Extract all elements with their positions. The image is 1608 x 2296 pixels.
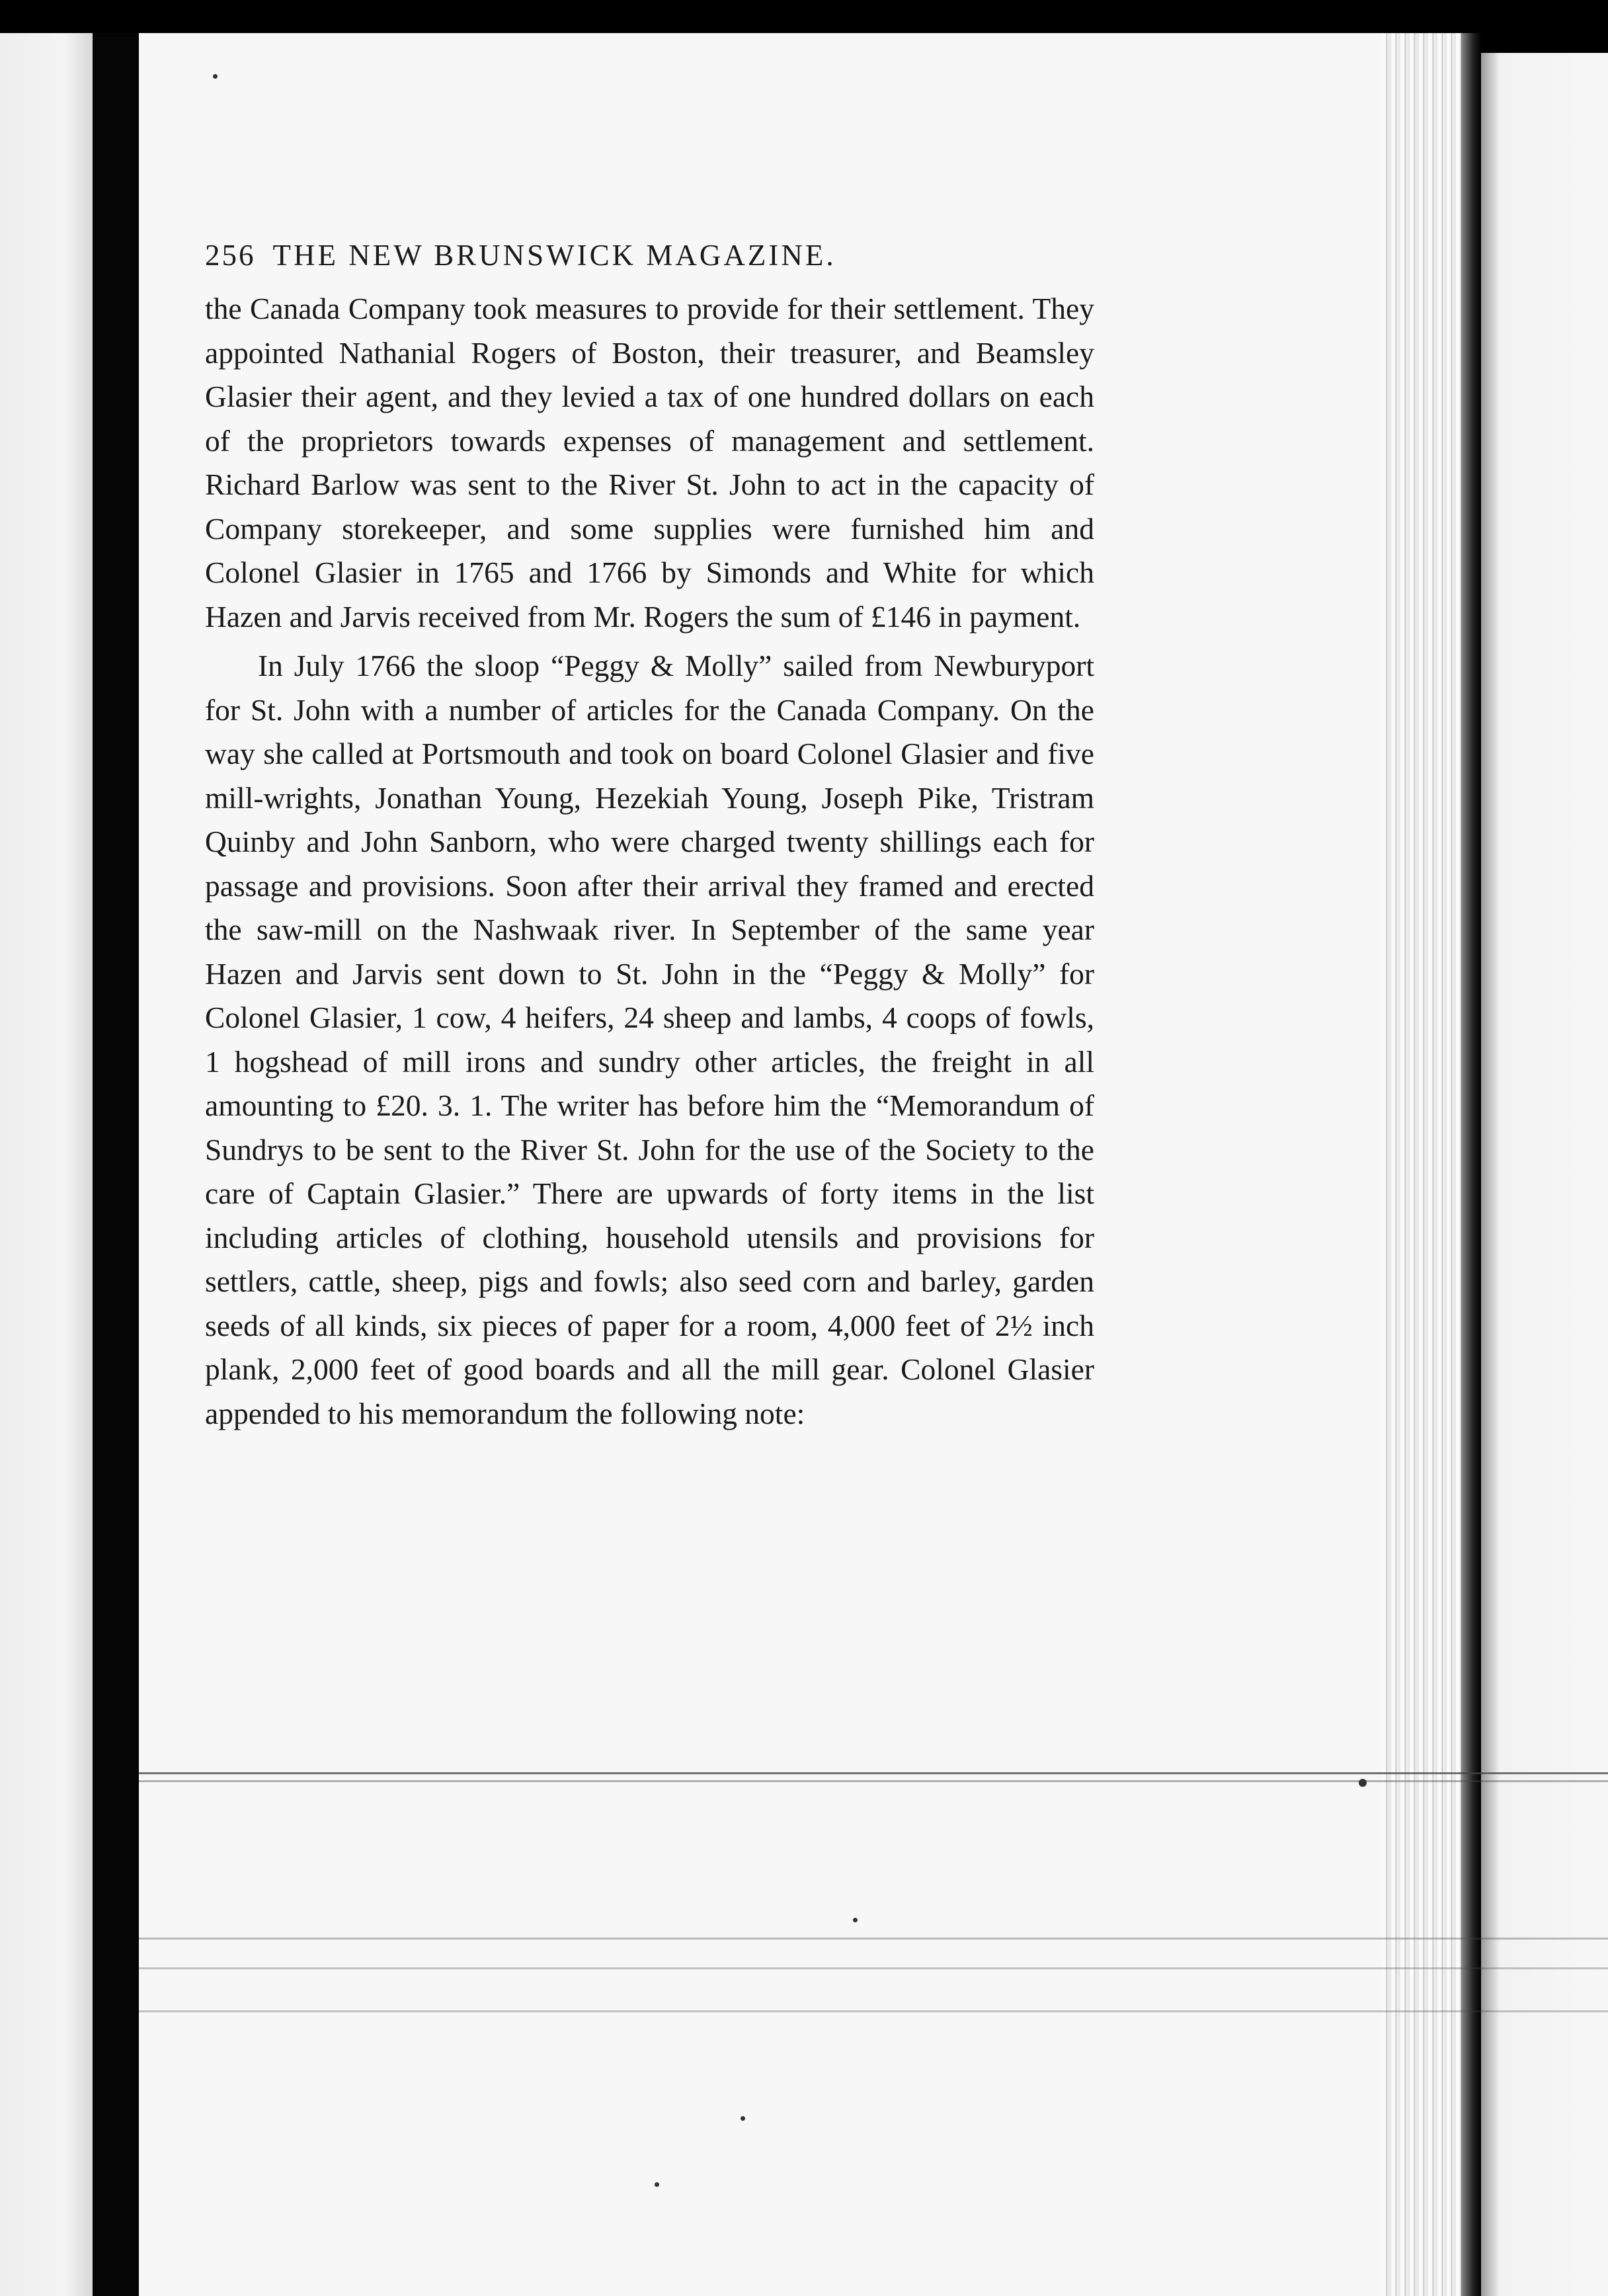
body-paragraph-2: In July 1766 the sloop “Peggy & Molly” sailed from Newburyport for St. John with a number of articles for the Canada Company. On the way she called at Portsmouth and took on board Colonel Glasier and five mill-wrights, Jonathan Young, Hezekiah Young, Joseph Pike, Tristram Quinby and John Sanborn, who were charged twenty shillings each for passage and provisions. Soon after their arrival they framed and erected the saw-mill on the Nashwaak river. In September of the same year Hazen and Jarvis sent down to St. John in the “Peggy & Molly” for Colonel Glasier, 1 cow, 4 heifers, 24 sheep and lambs, 4 coops of fowls, 1 hogshead of mill irons and sundry other articles, the freight in all amounting to £20. 3. 1. The writer has before him the “Memorandum of Sundrys to be sent to the River St. John for the use of the Society to the care of Captain Glasier.” There are upwards of forty items in the list including articles of clothing, household utensils and provisions for settlers, cattle, sheep, pigs and fowls; also seed corn and barley, garden seeds of all kinds, six pieces of paper for a room, 4,000 feet of 2½ inch plank, 2,000 feet of good boards and all the mill gear. Colonel Glasier appended to his memorandum the following note: (205, 649, 1094, 1430)
dust-speck (1359, 1779, 1367, 1787)
book-gutter (93, 33, 139, 2296)
scan-line (139, 1938, 1608, 1940)
scan-line (139, 1772, 1608, 1774)
scan-line (139, 2010, 1608, 2012)
body-paragraph-1: the Canada Company took measures to provide for their settlement. They appointed Nathanial Rogers of Boston, their treasurer, and Beamsley Glasier their agent, and they levied a tax of one hundred dollars on each of the proprietors towards expenses of management and settlement. Richard Barlow was sent to the River St. John to act in the capacity of Company storekeeper, and some supplies were furnished him and Colonel Glasier in 1765 and 1766 by Simonds and White for which Hazen and Jarvis received from Mr. Rogers the sum of £146 in payment. (205, 292, 1094, 634)
scan-line (139, 1780, 1608, 1782)
dust-speck (853, 1918, 858, 1922)
running-header (205, 238, 1094, 272)
running-title: THE NEW BRUNSWICK MAGAZINE. (272, 239, 836, 272)
scan-line (139, 1967, 1608, 1969)
dust-speck (213, 74, 218, 79)
dust-speck (741, 2116, 745, 2121)
page-number: 256 (205, 239, 256, 272)
next-page-edge (1481, 53, 1608, 2296)
dust-speck (655, 2182, 659, 2187)
page-text-block (205, 238, 1094, 1436)
binding-shadow (1461, 33, 1481, 2296)
previous-page-edge (0, 33, 93, 2296)
